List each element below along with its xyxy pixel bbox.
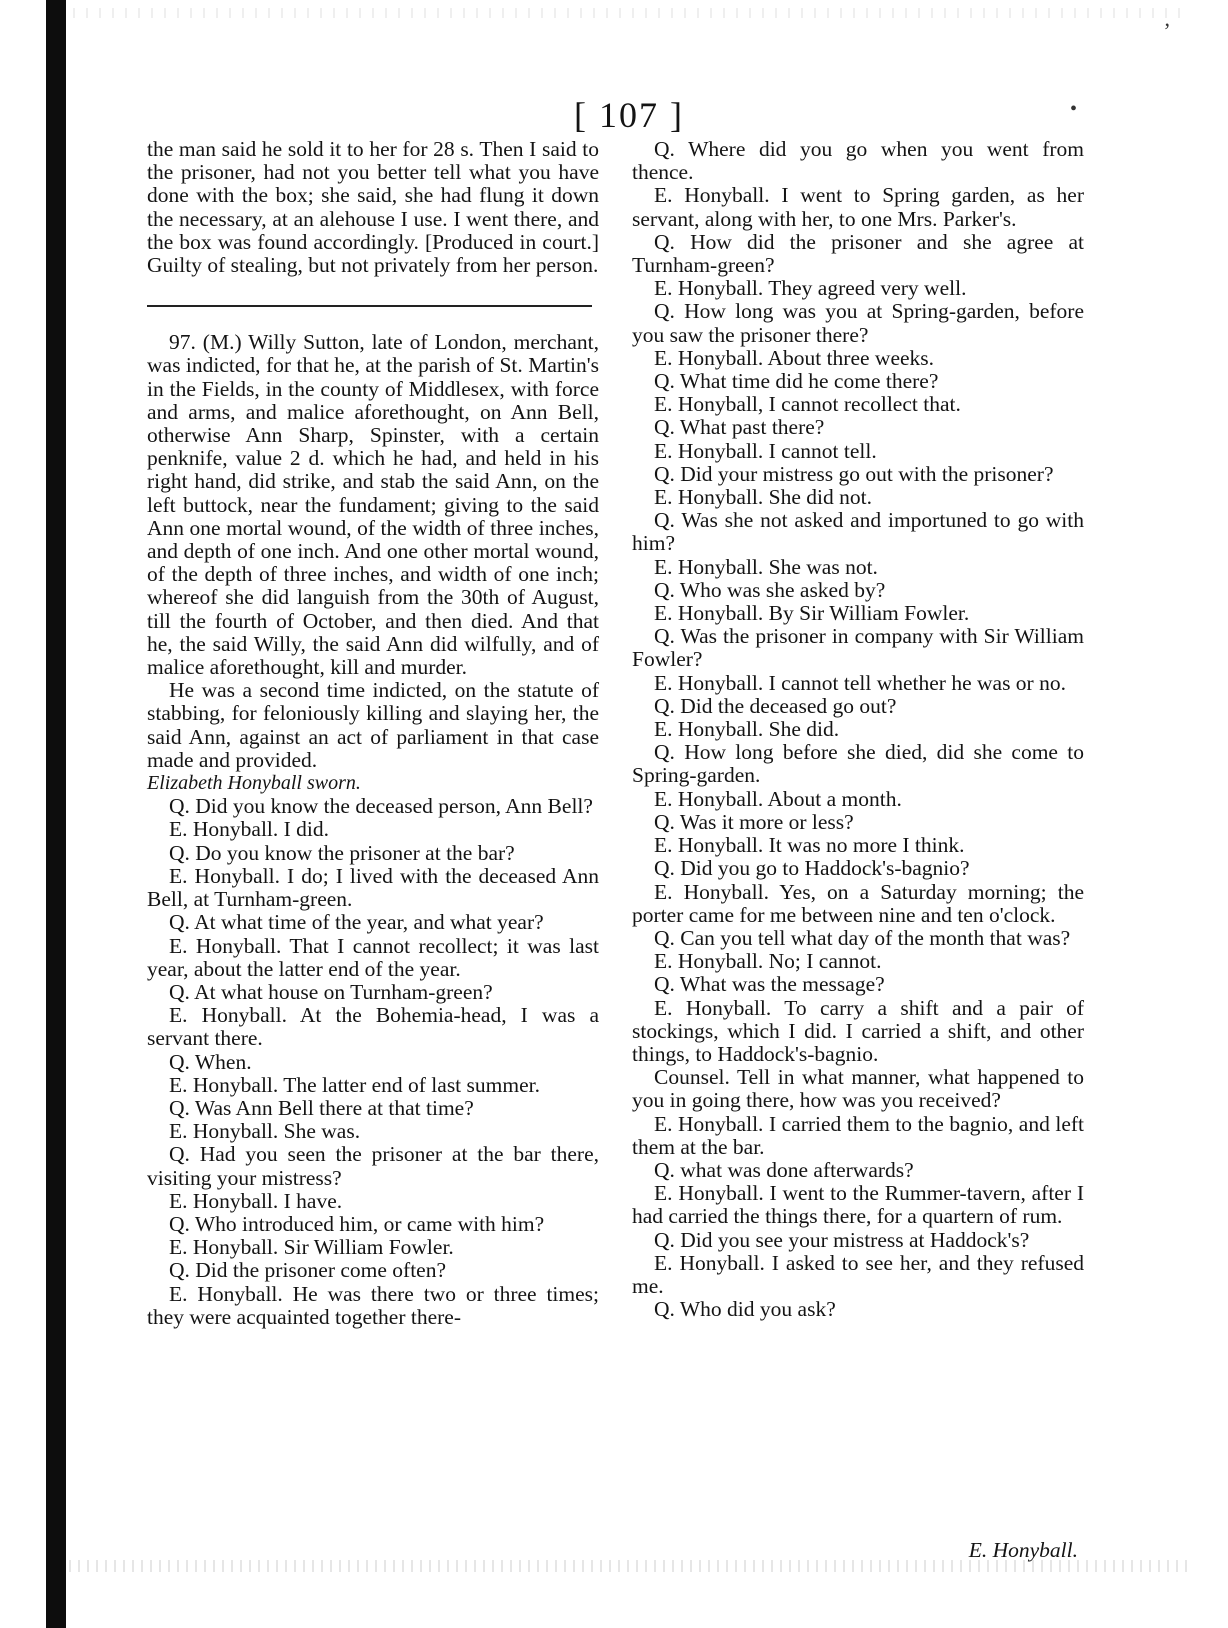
testimony-line: Q. Did your mistress go out with the prisoner? (654, 461, 1054, 486)
testimony-line: Q. Do you know the prisoner at the bar? (169, 840, 515, 865)
testimony-line: E. Honyball. By Sir William Fowler. (654, 601, 970, 626)
testimony-line: Q. What was the message? (654, 972, 885, 997)
testimony-line: Q. Did you see your mistress at Haddock's? (654, 1227, 1030, 1252)
testimony-line: Counsel. Tell in what manner, what happened to you in going there, how was you received? (632, 1065, 1084, 1113)
testimony-line: Q. What past there? (654, 415, 825, 440)
testimony-line: E. Honyball. I carried them to the bagnio, and left them at the bar. (632, 1111, 1084, 1159)
testimony-line: Q. How did the prisoner and she agree at Turnham-green? (632, 229, 1084, 278)
testimony-line: E. Honyball. I went to Spring garden, as her servant, along with her, to one Mrs. Parker's. (632, 183, 1084, 231)
testimony-line: Q. At what house on Turnham-green? (169, 979, 493, 1004)
testimony-line: Q. When. (169, 1049, 252, 1074)
testimony-line: E. Honyball. Sir William Fowler. (169, 1235, 454, 1260)
testimony-line: Q. Who did you ask? (654, 1297, 836, 1322)
testimony-line: E. Honyball. About three weeks. (654, 345, 935, 370)
right-column (632, 138, 1084, 1321)
testimony-line: E. Honyball. I have. (169, 1188, 343, 1213)
testimony-line: Q. Can you tell what day of the month that was? (654, 925, 1071, 950)
scan-noise-bottom (60, 1560, 1188, 1572)
testimony-line: Q. Did the prisoner come often? (169, 1258, 447, 1283)
corner-mark: , (1164, 6, 1170, 31)
testimony-line: Q. Was Ann Bell there at that time? (169, 1095, 474, 1120)
testimony-line: Q. Was the prisoner in company with Sir William Fowler? (632, 624, 1084, 672)
testimony-line: E. Honyball. At the Bohemia-head, I was a servant there. (147, 1003, 599, 1051)
section-divider (147, 305, 592, 307)
page-number: [ 107 ] (574, 95, 684, 135)
testimony-line: Q. Who was she asked by? (654, 577, 886, 602)
testimony-line: E. Honyball. She did not. (654, 485, 872, 510)
left-column (147, 138, 599, 1329)
testimony-line: Q. what was done afterwards? (654, 1157, 914, 1182)
testimony-line: Q. Was she not asked and importuned to go with him? (632, 508, 1084, 556)
ink-mark: • (1070, 98, 1078, 120)
testimony-line: Q. Did you go to Haddock's-bagnio? (654, 856, 970, 881)
testimony-line: E. Honyball. I asked to see her, and they refused me. (632, 1250, 1084, 1298)
testimony-line: E. Honyball. No; I cannot. (654, 949, 882, 974)
testimony-line: E. Honyball. She was. (169, 1119, 361, 1144)
scan-noise-top (60, 8, 1188, 18)
catchword: E. Honyball. (968, 1538, 1078, 1562)
testimony-line: E. Honyball. That I cannot recollect; it was last year, about the latter end of the year. (147, 933, 599, 981)
testimony-line: E. Honyball. I cannot tell. (654, 438, 877, 463)
testimony-line: Q. Did the deceased go out? (654, 693, 897, 718)
testimony-line: Q. How long was you at Spring-garden, before you saw the prisoner there? (632, 299, 1084, 347)
case-paragraph: He was a second time indicted, on the statute of stabbing, for feloniously killing and slaying her, the said Ann, against an act of parliament in that case made and provided. (147, 678, 599, 772)
testimony-line: Q. Where did you go when you went from thence. (632, 137, 1084, 185)
testimony-line: Q. Did you know the deceased person, Ann Bell? (169, 794, 593, 819)
paragraph: the man said he sold it to her for 28 s. Then I said to the prisoner, had not you better tell what you have done with the box; she said, she had flung it down the necessary, at an alehouse I use. I went there, and the box was found accordingly. [Produced in court.] Guilty of stealing, but not privately from her person. (147, 137, 599, 278)
case-paragraph: 97. (M.) Willy Sutton, late of London, merchant, was indicted, for that he, at the parish of St. Martin's in the Fields, in the county of Middlesex, with force and arms, and malice aforethought, on Ann Bell, otherwise Ann Sharp, Spinster, with a certain penknife, value 2 d. which he had, and held in his right hand, did strike, and stab the said Ann, on the left buttock, near the fundament; giving to the said Ann one mortal wound, of the width of three inches, and depth of one inch. And one other mortal wound, of the depth of three inches, and width of one inch; whereof she did languish from the 30th of August, till the fourth of October, and then died. And that he, the said Willy, the said Ann did wilfully, and of malice aforethought, kill and murder. (147, 330, 599, 680)
testimony-line: E. Honyball. To carry a shift and a pair of stockings, which I did. I carried a shift, and other things, to Haddock's-bagnio. (632, 995, 1084, 1066)
testimony-line: Q. At what time of the year, and what year? (169, 910, 544, 935)
testimony-line: E. Honyball. It was no more I think. (654, 833, 965, 858)
testimony-line: E. Honyball. I do; I lived with the deceased Ann Bell, at Turnham-green. (147, 863, 599, 912)
testimony-line: E. Honyball. I cannot tell whether he was or no. (654, 670, 1066, 695)
testimony-line: E. Honyball. Yes, on a Saturday morning; the porter came for me between nine and ten o'clock. (632, 879, 1084, 927)
testimony-line: E. Honyball. She did. (654, 717, 840, 742)
testimony-line: Q. What time did he come there? (654, 369, 939, 394)
testimony-line: E. Honyball, I cannot recollect that. (654, 392, 961, 417)
testimony-line: E. Honyball. About a month. (654, 786, 902, 811)
testimony-line: Q. How long before she died, did she come to Spring-garden. (632, 740, 1084, 788)
testimony-line: Q. Who introduced him, or came with him? (169, 1211, 545, 1236)
testimony-line: E. Honyball. The latter end of last summer. (169, 1072, 540, 1097)
testimony-line: E. Honyball. They agreed very well. (654, 276, 967, 301)
testimony-line: Q. Had you seen the prisoner at the bar there, visiting your mistress? (147, 1142, 599, 1190)
testimony-line: E. Honyball. I went to the Rummer-tavern, after I had carried the things there, for a quartern of rum. (632, 1181, 1084, 1229)
testimony-line: E. Honyball. I did. (169, 817, 330, 842)
testimony-line: E. Honyball. She was not. (654, 554, 878, 579)
scan-binding-edge (46, 0, 66, 1628)
witness-heading: Elizabeth Honyball sworn. (147, 772, 361, 795)
testimony-line: Q. Was it more or less? (654, 809, 854, 834)
testimony-line: E. Honyball. He was there two or three times; they were acquainted together there- (147, 1281, 599, 1329)
